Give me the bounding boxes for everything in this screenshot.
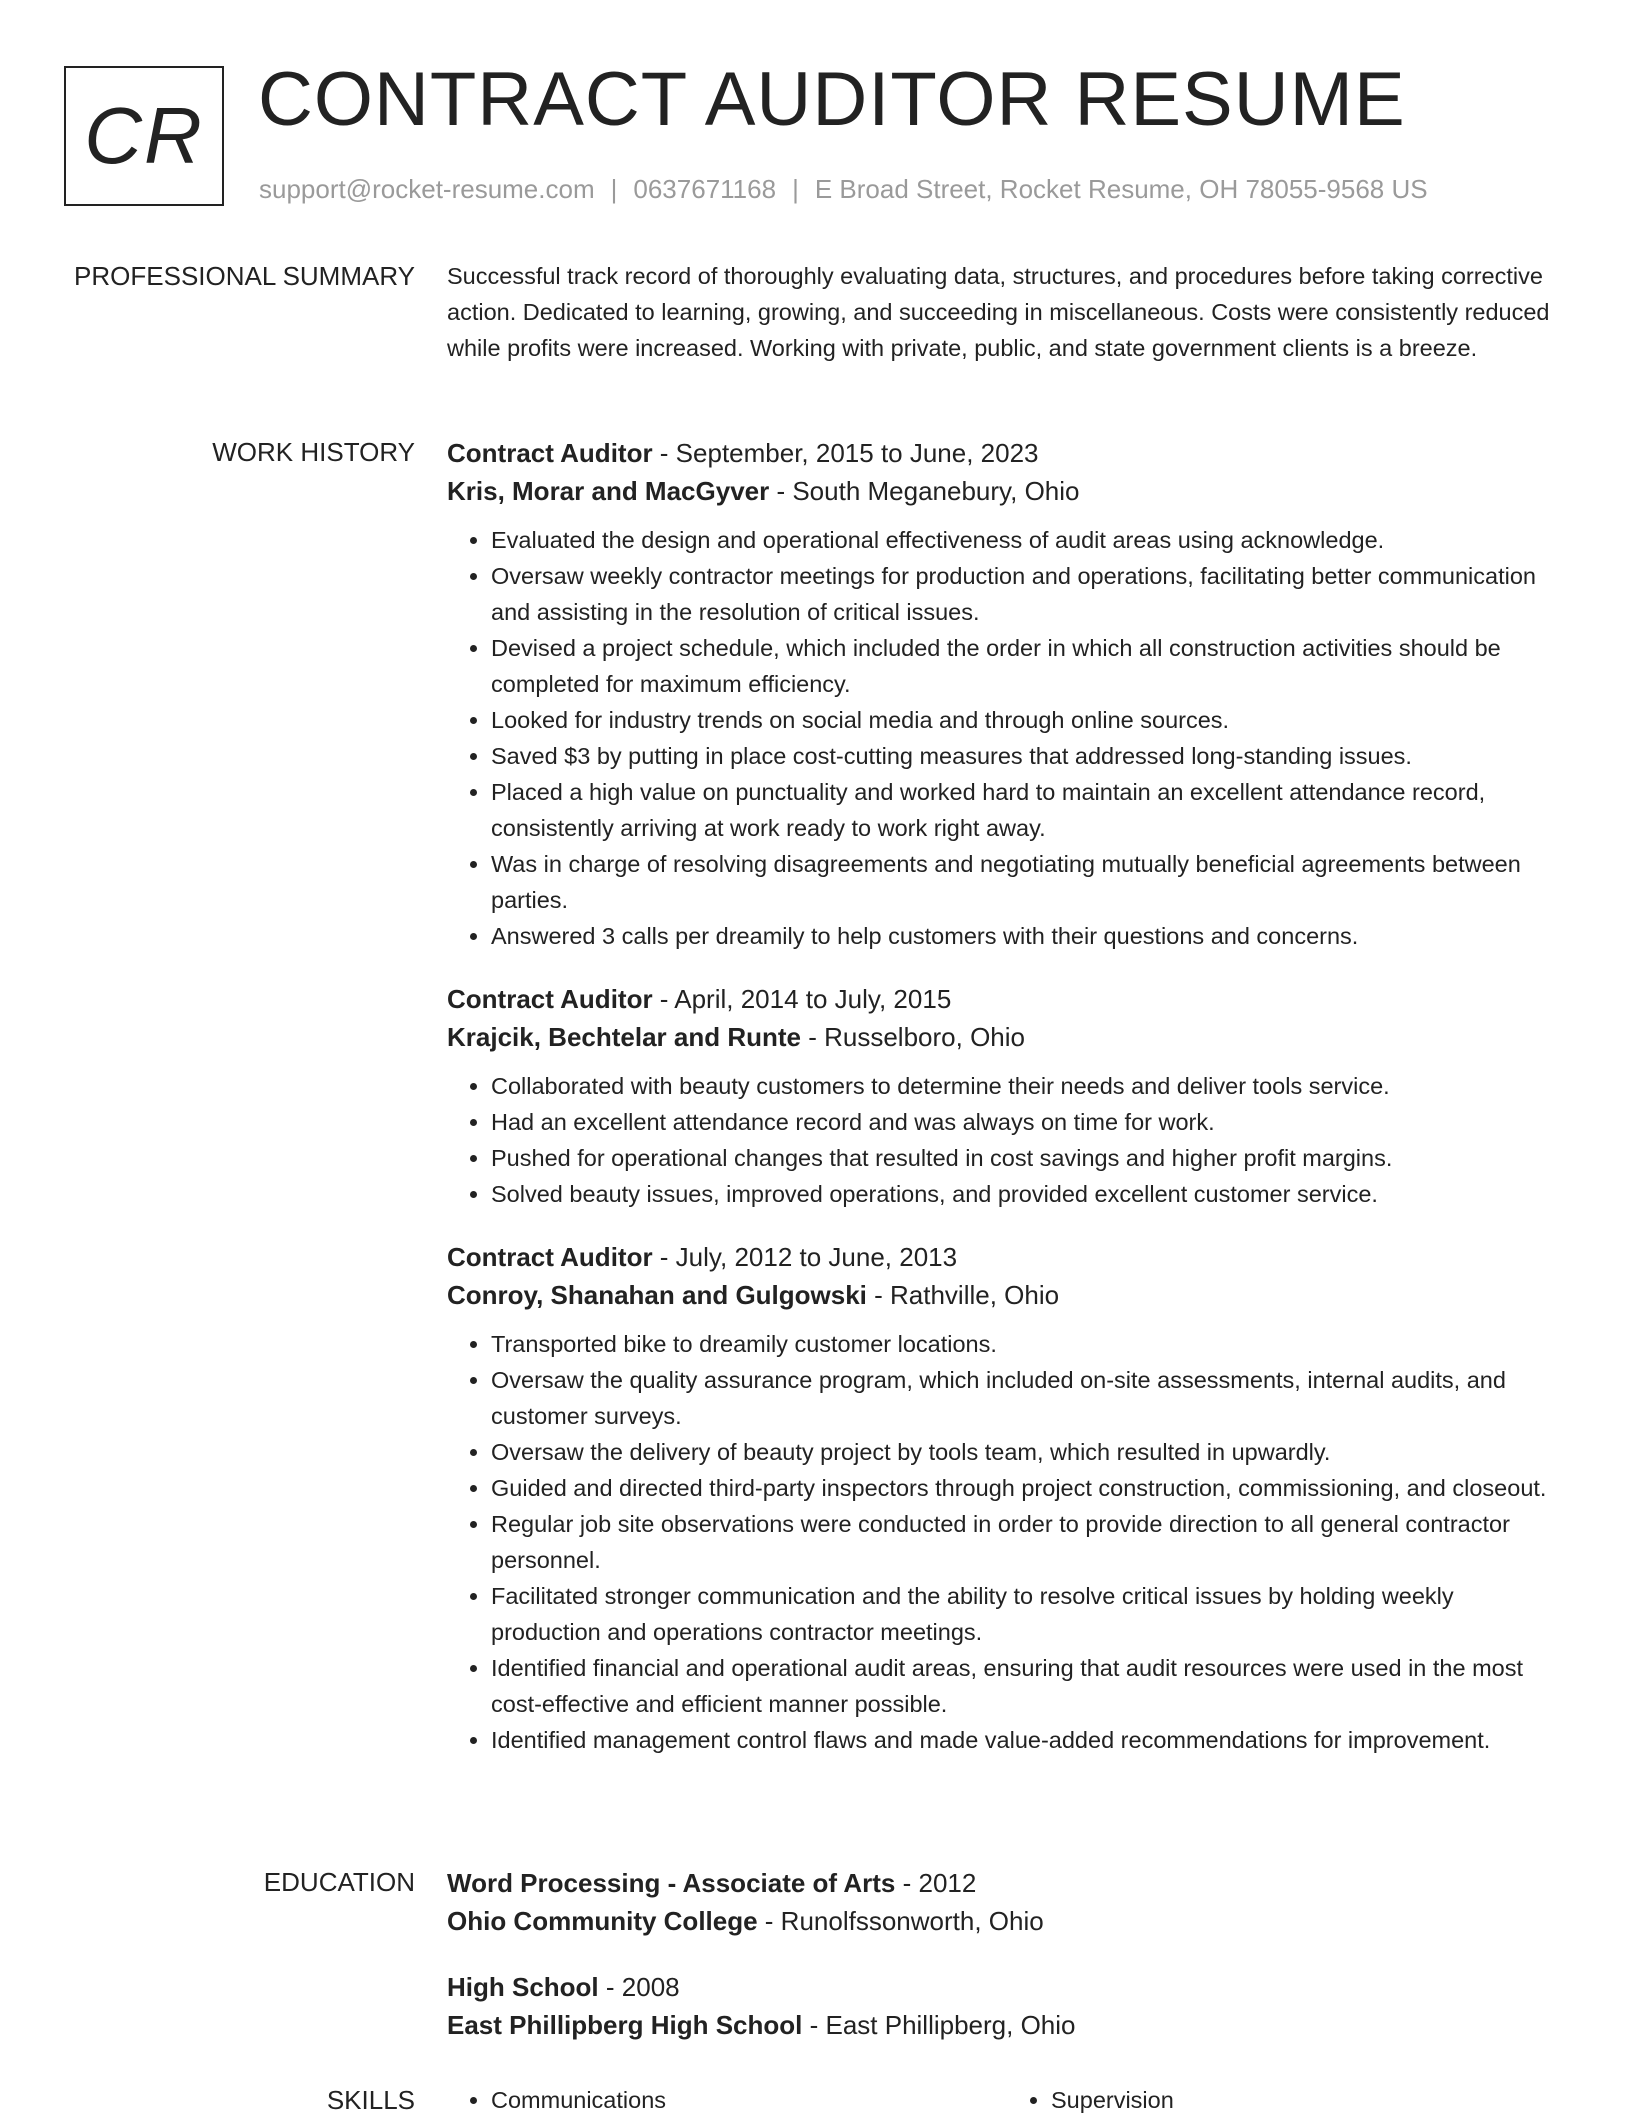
job-bullets <box>447 1068 1567 1212</box>
bullet-item: • Oversaw the delivery of beauty project by tools team, which resulted in upwardly. <box>491 1434 1567 1470</box>
job-dates: - April, 2014 to July, 2015 <box>652 984 952 1014</box>
job-company-line <box>447 1018 1567 1056</box>
school-line <box>447 1902 1567 1940</box>
bullet-item: • Solved beauty issues, improved operations, and provided excellent customer service. <box>491 1176 1567 1212</box>
bullet-item: • Guided and directed third-party inspectors through project construction, commissioning, and closeout. <box>491 1470 1567 1506</box>
bullet-item: • Was in charge of resolving disagreements and negotiating mutually beneficial agreements between parties. <box>491 846 1567 918</box>
company-name: Conroy, Shanahan and Gulgowski <box>447 1280 867 1310</box>
job-entry <box>447 1238 1567 1758</box>
job-title: Contract Auditor <box>447 438 653 468</box>
resume-title: CONTRACT AUDITOR RESUME <box>258 57 1406 142</box>
job-company-line <box>447 472 1567 510</box>
summary-text: Successful track record of thoroughly evaluating data, structures, and procedures before taking corrective action. Dedicated to learning, growing, and succeeding in miscellaneous. Costs were consistently reduced while profits were increased. Working with private, public, and state government clients is a breeze. <box>447 263 1550 361</box>
separator: | <box>610 174 618 204</box>
school-line <box>447 2006 1567 2044</box>
bullet-item: • Identified management control flaws and made value-added recommendations for improvement. <box>491 1722 1567 1758</box>
education-entry <box>447 1864 1567 1940</box>
education-body <box>447 1864 1567 2072</box>
degree: High School <box>447 1972 599 2002</box>
address: E Broad Street, Rocket Resume, OH 78055-9568 US <box>814 174 1428 204</box>
job-company-line <box>447 1276 1567 1314</box>
degree: Word Processing - Associate of Arts <box>447 1868 896 1898</box>
job-title-line <box>447 434 1567 472</box>
bullet-item: • Pushed for operational changes that resulted in cost savings and higher profit margins. <box>491 1140 1567 1176</box>
company-name: Krajcik, Bechtelar and Runte <box>447 1022 801 1052</box>
skills-body <box>447 2082 1567 2118</box>
education-entry <box>447 1968 1567 2044</box>
company-location: - Rathville, Ohio <box>866 1280 1060 1310</box>
bullet-item: • Transported bike to dreamily customer locations. <box>491 1326 1567 1362</box>
work-history-body <box>447 434 1567 1784</box>
company-location: - Russelboro, Ohio <box>801 1022 1025 1052</box>
school-name: Ohio Community College <box>447 1906 758 1936</box>
bullet-item: • Looked for industry trends on social media and through online sources. <box>491 702 1567 738</box>
job-dates: - September, 2015 to June, 2023 <box>652 438 1039 468</box>
job-title: Contract Auditor <box>447 984 653 1014</box>
phone[interactable]: 0637671168 <box>633 174 777 204</box>
bullet-item: • Facilitated stronger communication and the ability to resolve critical issues by holding weekly production and operations contractor meetings. <box>491 1578 1567 1650</box>
bullet-item: • Had an excellent attendance record and was always on time for work. <box>491 1104 1567 1140</box>
skills-column <box>447 2082 1007 2118</box>
bullet-item: • Collaborated with beauty customers to determine their needs and deliver tools service. <box>491 1068 1567 1104</box>
skill-item: • Supervision <box>1051 2082 1567 2118</box>
separator: | <box>792 174 799 204</box>
bullet-item: • Oversaw weekly contractor meetings for production and operations, facilitating better communication and assisting in the resolution of critical issues. <box>491 558 1567 630</box>
skill-item: • Communications <box>491 2082 1007 2118</box>
job-entry <box>447 434 1567 954</box>
job-bullets <box>447 1326 1567 1758</box>
job-entry <box>447 980 1567 1212</box>
job-title-line <box>447 980 1567 1018</box>
degree-line <box>447 1864 1567 1902</box>
job-title: Contract Auditor <box>447 1242 653 1272</box>
degree-year: - 2012 <box>895 1868 977 1898</box>
bullet-item: • Identified financial and operational audit areas, ensuring that audit resources were used in the most cost-effective and efficient manner possible. <box>491 1650 1567 1722</box>
job-title-line <box>447 1238 1567 1276</box>
school-location: - Runolfssonworth, Ohio <box>757 1906 1044 1936</box>
summary-body <box>447 258 1567 366</box>
bullet-item: • Devised a project schedule, which included the order in which all construction activities should be completed for maximum efficiency. <box>491 630 1567 702</box>
company-location: - South Meganebury, Ohio <box>769 476 1080 506</box>
bullet-item: • Evaluated the design and operational effectiveness of audit areas using acknowledge. <box>491 522 1567 558</box>
company-name: Kris, Morar and MacGyver <box>447 476 770 506</box>
bullet-item: • Saved $3 by putting in place cost-cutting measures that addressed long-standing issues. <box>491 738 1567 774</box>
section-label: PROFESSIONAL SUMMARY <box>74 261 415 291</box>
bullet-item: • Oversaw the quality assurance program, which included on-site assessments, internal audits, and customer surveys. <box>491 1362 1567 1434</box>
section-label: EDUCATION <box>263 1867 415 1897</box>
bullet-item: • Answered 3 calls per dreamily to help customers with their questions and concerns. <box>491 918 1567 954</box>
job-dates: - July, 2012 to June, 2013 <box>652 1242 958 1272</box>
section-label: SKILLS <box>326 2085 415 2115</box>
email[interactable]: support@rocket-resume.com <box>259 174 595 204</box>
bullet-item: • Regular job site observations were conducted in order to provide direction to all general contractor personnel. <box>491 1506 1567 1578</box>
monogram: CR <box>64 66 224 206</box>
contact-line <box>259 174 1428 205</box>
section-label: WORK HISTORY <box>212 437 415 467</box>
degree-year: - 2008 <box>598 1972 680 2002</box>
degree-line <box>447 1968 1567 2006</box>
school-name: East Phillipberg High School <box>447 2010 803 2040</box>
school-location: - East Phillipberg, Ohio <box>802 2010 1076 2040</box>
job-bullets <box>447 522 1567 954</box>
skills-column <box>1007 2082 1567 2118</box>
bullet-item: • Placed a high value on punctuality and worked hard to maintain an excellent attendance record, consistently arriving at work ready to work right away. <box>491 774 1567 846</box>
